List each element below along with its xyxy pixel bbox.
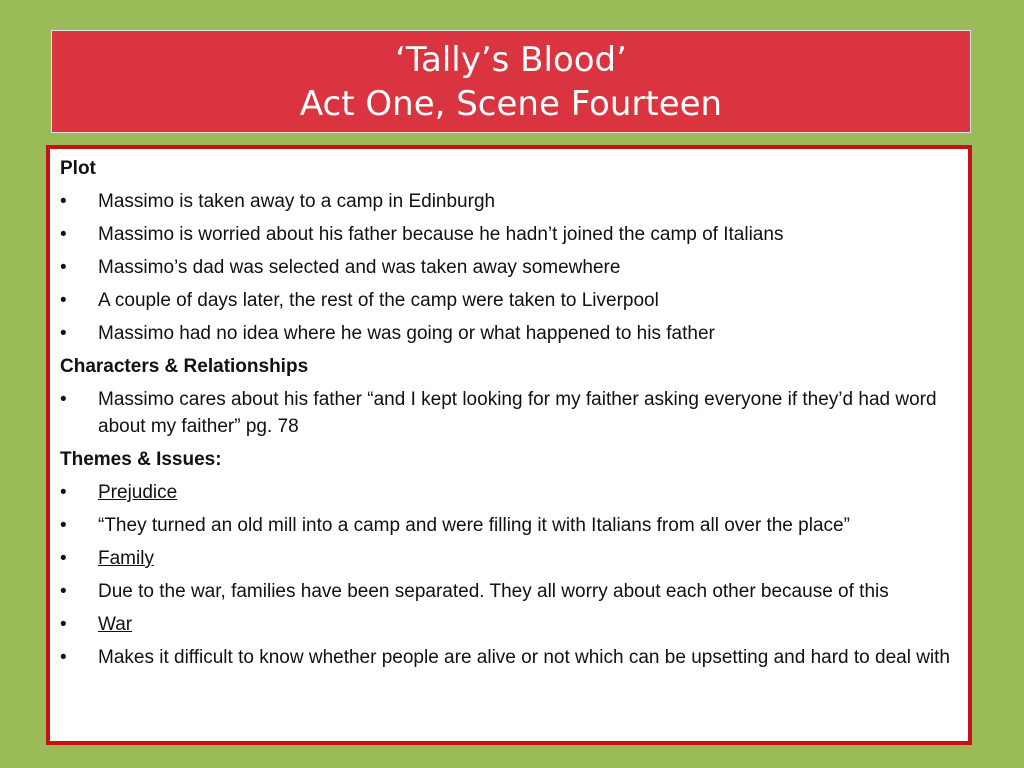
list-item	[60, 320, 956, 347]
list-item-text: Massimo’s dad was selected and was taken away somewhere	[98, 257, 621, 278]
plot-heading: Plot	[60, 158, 96, 179]
slide-title-banner	[51, 30, 971, 133]
list-item-text: Massimo cares about his father “and I kept looking for my faither asking everyone if they’d had word about my faither” pg. 78	[98, 389, 937, 437]
theme-family-label: Family	[98, 548, 154, 569]
bullet-icon: •	[60, 515, 67, 536]
slide-title-line-2: Act One, Scene Fourteen	[299, 83, 723, 124]
list-item-text: Massimo is taken away to a camp in Edinburgh	[98, 191, 496, 212]
list-item	[60, 578, 956, 605]
list-item-text: Due to the war, families have been separated. They all worry about each other because of this	[98, 581, 889, 602]
bullet-icon: •	[60, 224, 67, 245]
list-item-text: Massimo had no idea where he was going or what happened to his father	[98, 323, 715, 344]
list-item-text: “They turned an old mill into a camp and were filling it with Italians from all over the place”	[98, 515, 850, 536]
bullet-icon: •	[60, 482, 67, 503]
list-item-text: Massimo is worried about his father because he hadn’t joined the camp of Italians	[98, 224, 784, 245]
list-item	[60, 545, 956, 572]
bullet-icon: •	[60, 389, 67, 410]
bullet-icon: •	[60, 323, 67, 344]
list-item-text: A couple of days later, the rest of the camp were taken to Liverpool	[98, 290, 659, 311]
theme-war-label: War	[98, 614, 133, 635]
bullet-icon: •	[60, 647, 67, 668]
list-item	[60, 611, 956, 638]
theme-prejudice-label: Prejudice	[98, 482, 178, 503]
bullet-icon: •	[60, 191, 67, 212]
list-item	[60, 221, 956, 248]
list-item	[60, 188, 956, 215]
list-item	[60, 287, 956, 314]
list-item	[60, 254, 956, 281]
themes-heading: Themes & Issues:	[60, 449, 222, 470]
bullet-icon: •	[60, 548, 67, 569]
slide-title-line-1: ‘Tally’s Blood’	[395, 39, 627, 80]
list-item	[60, 644, 956, 671]
list-item-text: Makes it difficult to know whether people are alive or not which can be upsetting and hard to deal with	[98, 647, 950, 668]
content-panel	[46, 145, 972, 745]
bullet-icon: •	[60, 290, 67, 311]
bullet-icon: •	[60, 614, 67, 635]
list-item	[60, 479, 956, 506]
bullet-icon: •	[60, 581, 67, 602]
characters-heading: Characters & Relationships	[60, 356, 309, 377]
list-item	[60, 512, 956, 539]
list-item	[60, 386, 956, 440]
bullet-icon: •	[60, 257, 67, 278]
